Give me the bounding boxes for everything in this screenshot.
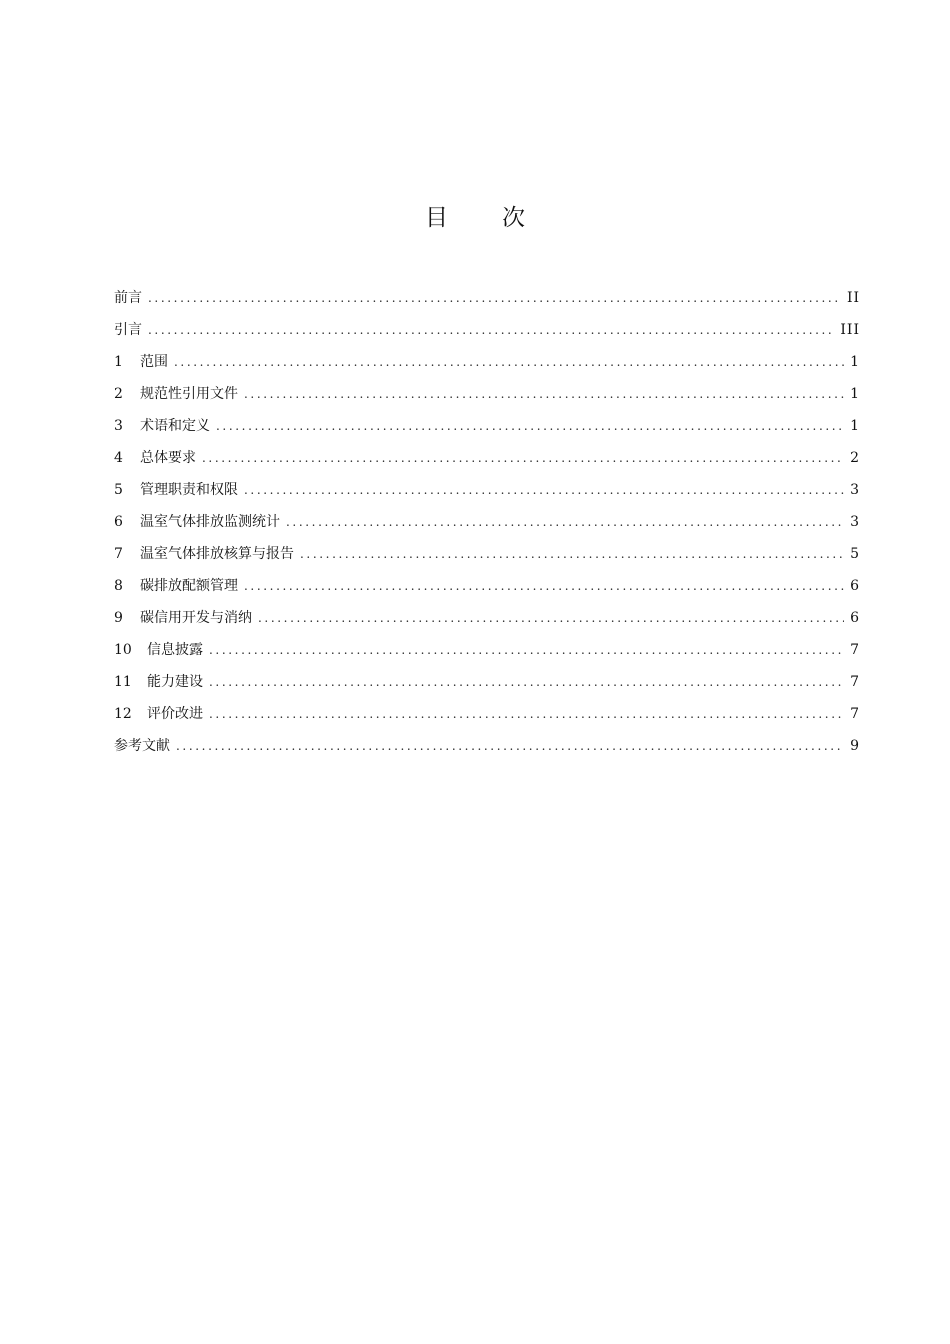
toc-section-number: 1 xyxy=(114,354,123,370)
toc-dot-leader xyxy=(209,634,844,666)
toc-page-number: 7 xyxy=(850,642,860,658)
toc-dot-leader xyxy=(244,378,844,410)
toc-entry-text: 总体要求 xyxy=(140,450,196,466)
toc-entry-text: 范围 xyxy=(140,354,168,370)
toc-page-number: 3 xyxy=(850,514,860,530)
toc-entry-9[interactable] xyxy=(114,602,860,634)
toc-page-number: 1 xyxy=(850,354,860,370)
toc-dot-leader xyxy=(286,506,844,538)
toc-entry-3[interactable] xyxy=(114,410,860,442)
toc-title-char-1: 目 xyxy=(425,205,448,231)
toc-entry-text: 规范性引用文件 xyxy=(140,386,238,402)
toc-page-number: 3 xyxy=(850,482,860,498)
toc-dot-leader xyxy=(258,602,844,634)
toc-list xyxy=(114,282,860,762)
toc-entry-text: 温室气体排放监测统计 xyxy=(140,514,280,530)
toc-entry-text: 管理职责和权限 xyxy=(140,482,238,498)
toc-section-number: 2 xyxy=(114,386,123,402)
toc-page-number: 7 xyxy=(850,674,860,690)
toc-page-number: 5 xyxy=(850,546,860,562)
toc-entry-introduction[interactable] xyxy=(114,314,860,346)
toc-dot-leader xyxy=(174,346,844,378)
toc-section-number: 11 xyxy=(114,674,132,690)
toc-section-number: 3 xyxy=(114,418,123,434)
toc-dot-leader xyxy=(209,666,844,698)
toc-entry-5[interactable] xyxy=(114,474,860,506)
toc-dot-leader xyxy=(209,698,844,730)
toc-entry-text: 碳排放配额管理 xyxy=(140,578,238,594)
toc-entry-text: 碳信用开发与消纳 xyxy=(140,610,252,626)
toc-title-char-2: 次 xyxy=(502,205,525,231)
toc-entry-bibliography[interactable] xyxy=(114,730,860,762)
toc-page-number: 1 xyxy=(850,386,860,402)
toc-section-number: 10 xyxy=(114,642,132,658)
toc-entry-10[interactable] xyxy=(114,634,860,666)
toc-page-number: 9 xyxy=(850,738,860,754)
toc-section-number: 5 xyxy=(114,482,123,498)
toc-section-number: 6 xyxy=(114,514,123,530)
toc-entry-foreword[interactable] xyxy=(114,282,860,314)
toc-entry-1[interactable] xyxy=(114,346,860,378)
toc-entry-text: 评价改进 xyxy=(147,706,203,722)
toc-entry-8[interactable] xyxy=(114,570,860,602)
toc-dot-leader xyxy=(244,570,844,602)
toc-dot-leader xyxy=(202,442,844,474)
toc-page-number: II xyxy=(846,290,860,306)
toc-dot-leader xyxy=(148,282,841,314)
toc-page-number: 7 xyxy=(850,706,860,722)
toc-page-number: 6 xyxy=(850,578,860,594)
toc-entry-2[interactable] xyxy=(114,378,860,410)
toc-dot-leader xyxy=(216,410,844,442)
toc-page-number: III xyxy=(840,322,860,338)
toc-section-number: 4 xyxy=(114,450,123,466)
toc-dot-leader xyxy=(300,538,844,570)
toc-entry-6[interactable] xyxy=(114,506,860,538)
toc-entry-4[interactable] xyxy=(114,442,860,474)
toc-page-number: 1 xyxy=(850,418,860,434)
toc-section-number: 9 xyxy=(114,610,123,626)
toc-entry-7[interactable] xyxy=(114,538,860,570)
toc-entry-text: 温室气体排放核算与报告 xyxy=(140,546,294,562)
toc-dot-leader xyxy=(244,474,844,506)
toc-dot-leader xyxy=(176,730,844,762)
toc-dot-leader xyxy=(148,314,834,346)
toc-section-number: 7 xyxy=(114,546,123,562)
toc-entry-text: 术语和定义 xyxy=(140,418,210,434)
toc-entry-text: 前言 xyxy=(114,290,142,306)
toc-page-number: 2 xyxy=(850,450,860,466)
toc-entry-11[interactable] xyxy=(114,666,860,698)
toc-section-number: 8 xyxy=(114,578,123,594)
toc-entry-text: 信息披露 xyxy=(147,642,203,658)
toc-entry-12[interactable] xyxy=(114,698,860,730)
toc-title xyxy=(0,198,950,238)
toc-entry-text: 能力建设 xyxy=(147,674,203,690)
toc-section-number: 12 xyxy=(114,706,132,722)
toc-entry-text: 引言 xyxy=(114,322,142,338)
toc-entry-text: 参考文献 xyxy=(114,738,170,754)
toc-page-number: 6 xyxy=(850,610,860,626)
